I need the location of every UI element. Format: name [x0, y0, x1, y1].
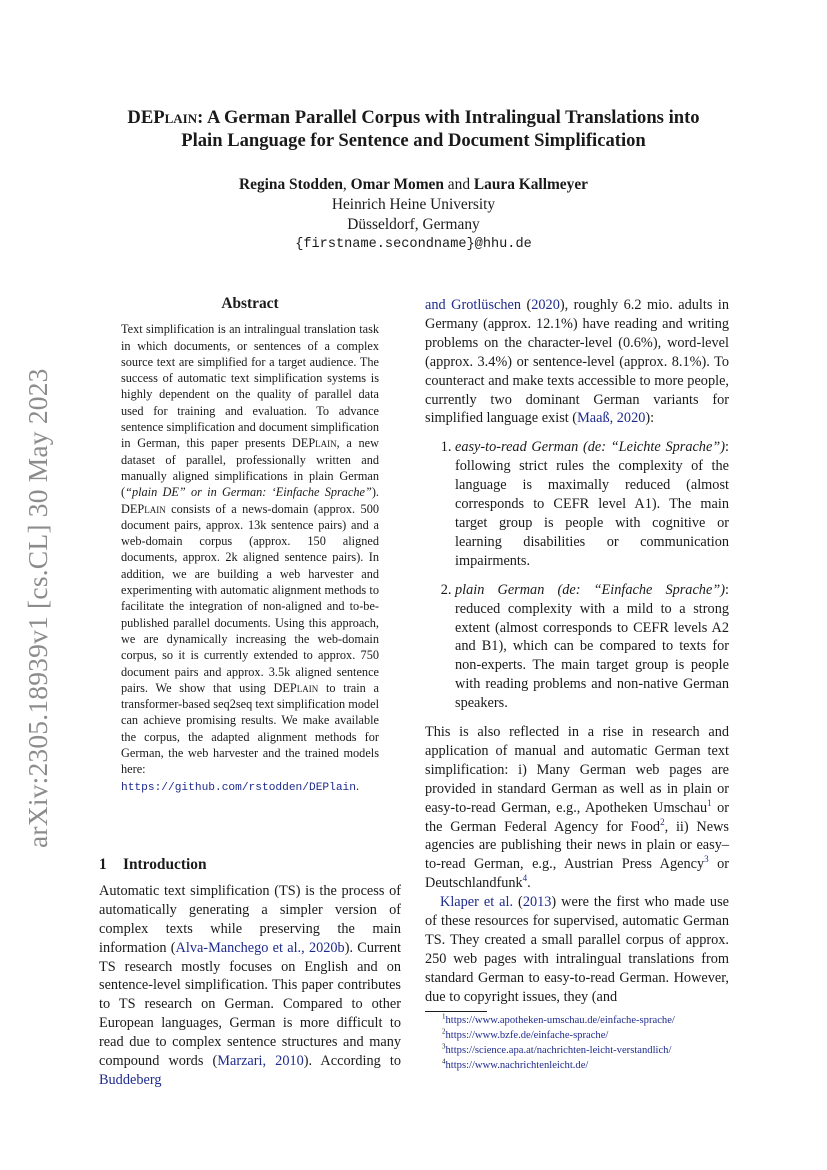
footnote-marker[interactable]: 3 — [704, 854, 709, 865]
footnote — [442, 1028, 675, 1043]
footnote-number: 4 — [442, 1057, 446, 1066]
author-1: Regina Stodden — [239, 176, 343, 193]
text-span: . — [527, 875, 531, 892]
abstract-span: consists of a news-domain (approx. 500 document pairs, approx. 13k sentence pairs) and a web-domain corpus (approx. 150 aligned documents, approx. 2k aligned sentence pairs). In addition, we are building a web harvester and experimenting with automatic alignment methods to facilitate the integration of non-aligned and to-be-published parallel documents. Using this approach, we are dynamically increasing the web-domain corpus, so it is currently extended to approx. 750 document pairs and approx. 3.5k aligned sentence pairs. We show that using — [121, 501, 379, 695]
citation-year-link[interactable]: 2013 — [522, 894, 552, 911]
text-span: ( — [521, 297, 532, 313]
text-span: or Deutschlandfunk — [425, 856, 729, 892]
abstract-span: Text simplification is an intralingual translation task in which documents, or sentences of a complex source text are simplified for a target audience. The success of automatic text simplification systems is highly dependent on the quality of parallel data used for training and evaluation. To advance sentence simplification and document simplification in German, this paper presents — [121, 322, 379, 451]
introduction-section — [99, 856, 401, 1090]
author-separator: and — [443, 176, 474, 193]
list-term: easy-to-read German (de: “Leichte Sprache”) — [455, 439, 726, 456]
abstract-text — [121, 321, 379, 796]
footnote-url-link[interactable]: https://www.bzfe.de/einfache-sprache/ — [445, 1030, 609, 1041]
text-span: Automatic text simplification (TS) is the process of automatically generating a simpler version of complex texts while preserving the main information ( — [99, 882, 401, 956]
footnote — [442, 1058, 675, 1073]
footnote-number: 2 — [442, 1027, 446, 1036]
footnote-url-link[interactable]: https://www.nachrichtenleicht.de/ — [445, 1060, 589, 1071]
list-text: : reduced complexity with a mild to a strong extent (almost corresponds to CEFR levels A2 and B1), which can be compared to texts for non-experts. The main target group is people with reading problems and non-native German speakers. — [455, 581, 729, 712]
deplain-name: DEPlain — [121, 501, 166, 516]
text-span: ), roughly 6.2 mio. adults in Germany (approx. 12.1%) have reading and writing problems on the character-level (0.6%), word-level (approx. 3.4%) or sentence-level (approx. 8.1%). To counteract and make texts accessible to more people, currently two dominant German variants for simplified language exist ( — [425, 297, 729, 427]
footnote-marker[interactable]: 4 — [522, 873, 528, 884]
footnote-number: 1 — [442, 1012, 446, 1021]
abstract-span: , a new dataset of parallel, professionally written and manually aligned simplifications in plain German ( — [121, 436, 379, 500]
deplain-name: DEPlain — [273, 680, 319, 695]
location: Düsseldorf, Germany — [347, 216, 480, 233]
email: {firstname.secondname}@hhu.de — [295, 237, 532, 252]
abstract-section — [121, 296, 379, 796]
footnote-marker[interactable]: 2 — [660, 816, 665, 827]
abstract-span: ). — [371, 485, 379, 500]
author-3: Laura Kallmeyer — [473, 176, 588, 193]
citation-link[interactable]: Maaß, 2020 — [577, 410, 646, 427]
abstract-italic: “plain DE” or in German: ‘Einfache Sprache” — [125, 485, 372, 500]
citation-link[interactable]: Buddeberg — [99, 1071, 162, 1088]
author-2: Omar Momen — [350, 176, 444, 193]
text-span: This is also reflected in a rise in research and application of manual and automatic German text simplification: i) Many German web pages are provided in standard German as well as in plain or easy-to-read German, e.g., Apotheken Umschau — [425, 724, 729, 816]
footnote-divider — [425, 1011, 487, 1012]
footnote — [442, 1043, 675, 1058]
paper-title — [60, 106, 767, 152]
list-item — [455, 581, 729, 713]
author-separator: , — [342, 176, 351, 193]
text-span: ): — [645, 410, 655, 427]
text-span: , ii) News agencies are publishing their news in plain or easy–to-read German, e.g., Austrian Press Agency — [425, 818, 729, 873]
author-block — [60, 175, 767, 255]
citation-link[interactable]: and Grotlüschen — [425, 297, 521, 313]
footnotes — [442, 1013, 675, 1073]
text-span: or the German Federal Agency for Food — [425, 799, 729, 835]
section-title: Introduction — [123, 856, 207, 873]
affiliation: Heinrich Heine University — [331, 196, 496, 213]
list-item — [455, 438, 729, 570]
citation-link[interactable]: Klaper et al. — [440, 894, 514, 911]
abstract-span: to train a transformer-based seq2seq text simplification model can achieve promising results. We make available the corpus, the adapted alignment methods for German, the web harvester and the trained models here: — [121, 680, 379, 777]
github-link[interactable]: https://github.com/rstodden/DEPlain — [121, 781, 356, 794]
footnote — [442, 1013, 675, 1028]
paragraph — [425, 296, 729, 428]
abstract-span: . — [355, 778, 360, 793]
section-heading — [99, 856, 401, 875]
citation-year-link[interactable]: 2020 — [531, 297, 560, 313]
paragraph — [425, 723, 729, 893]
arxiv-identifier-stamp: arXiv:2305.18939v1 [cs.CL] 30 May 2023 — [22, 368, 53, 848]
paragraph — [425, 893, 729, 1006]
intro-paragraph — [99, 882, 401, 1090]
list-term: plain German (de: “Einfache Sprache”) — [455, 581, 726, 598]
citation-link[interactable]: Marzari, 2010 — [217, 1053, 304, 1070]
text-span: ). Current TS research mostly focuses on English and on sentence-level simplification. This paper contributes to TS research on German. Compared to other European languages, German is more difficult to read due to complex sentence structures and many compound words ( — [99, 939, 401, 1070]
title-name-smallcaps: Plain — [153, 107, 198, 128]
footnote-url-link[interactable]: https://science.apa.at/nachrichten-leicht-verstandlich/ — [445, 1045, 672, 1056]
deplain-name: DEPlain — [291, 436, 337, 451]
text-span: ). According to — [303, 1053, 401, 1070]
citation-link[interactable]: Alva-Manchego et al., 2020b — [175, 939, 345, 956]
title-line2: Plain Language for Sentence and Document Simplification — [181, 130, 646, 151]
text-span: ( — [513, 894, 523, 911]
title-line1-rest: : A German Parallel Corpus with Intralingual Translations into — [197, 107, 700, 128]
right-column — [425, 296, 729, 1007]
footnote-number: 3 — [442, 1042, 446, 1051]
text-span: ) were the first who made use of these resources for supervised, automatic German TS. They created a small parallel corpus of approx. 250 web pages with intralingual translations from standard German to easy-to-read German. However, due to copyright issues, they (and — [425, 894, 729, 1005]
footnote-url-link[interactable]: https://www.apotheken-umschau.de/einfache-sprache/ — [445, 1015, 675, 1026]
list-text: : following strict rules the complexity of the language is maximally reduced (almost corresponds to CEFR level A1). The main target group is people with cognitive or learning disabilities or communication impairments. — [455, 439, 729, 569]
title-name-prefix: DE — [127, 107, 154, 128]
section-number: 1 — [99, 856, 107, 873]
abstract-heading: Abstract — [221, 295, 279, 312]
footnote-marker[interactable]: 1 — [707, 797, 712, 808]
language-variant-list — [425, 438, 729, 713]
